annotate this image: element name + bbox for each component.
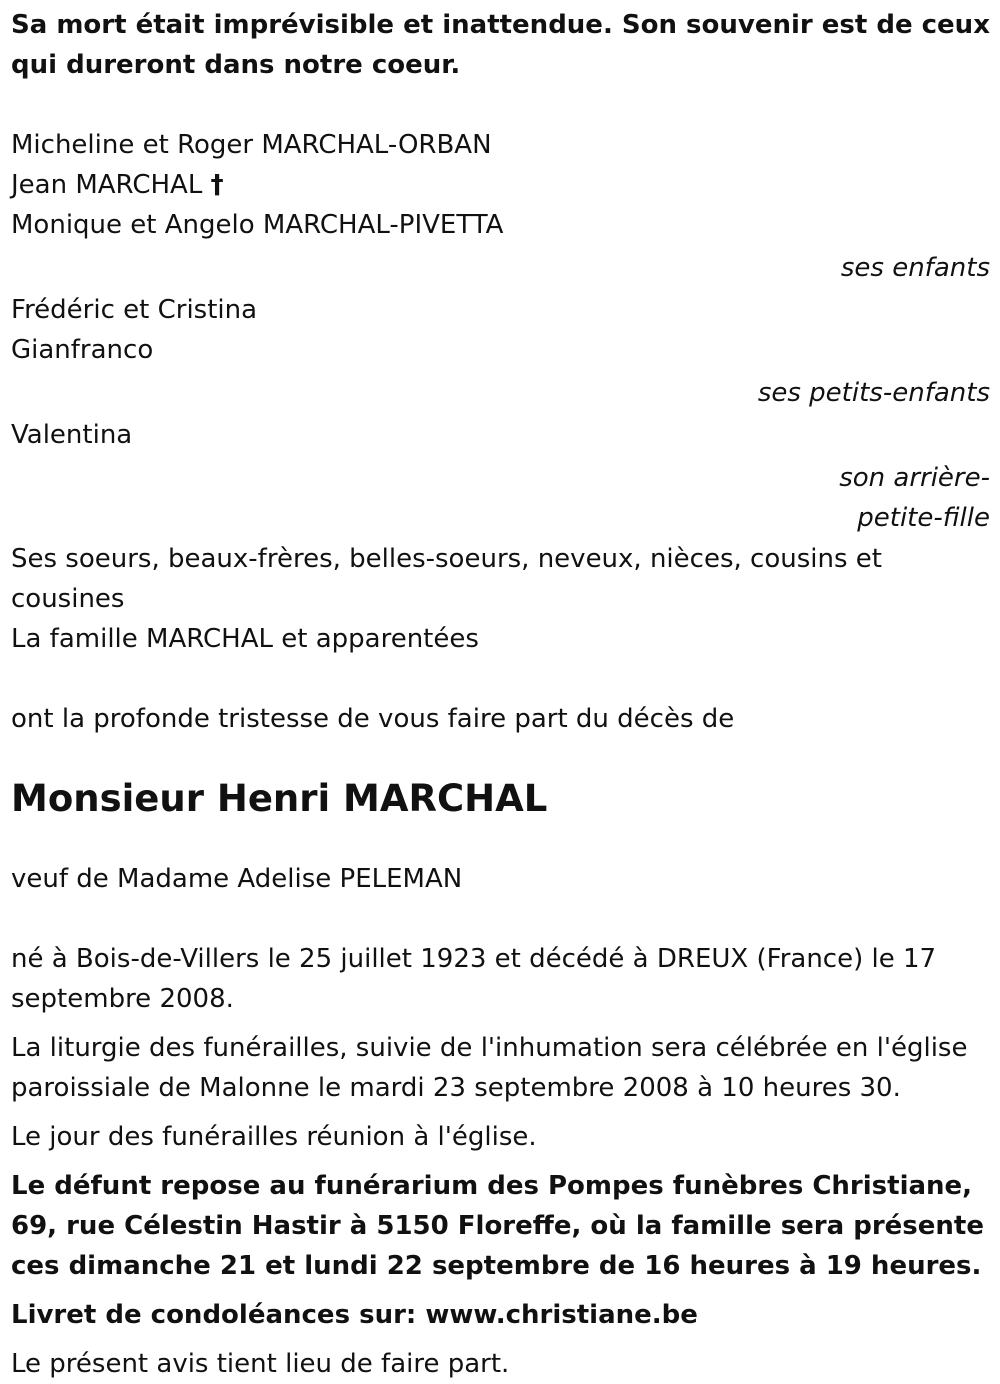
notice-text: Le présent avis tient lieu de faire part. [11,1349,510,1379]
grandchildren-role: ses petits-enfants [757,378,990,408]
child-name: Monique et Angelo MARCHAL-PIVETTA [11,210,504,240]
relatives-text: Ses soeurs, beaux-frères, belles-soeurs, neveux, nièces, cousins et cousines [11,544,882,614]
spacer [11,739,990,775]
child-name-with-cross [11,165,990,205]
widower-text: veuf de Madame Adelise PELEMAN [11,864,463,894]
cross-icon: † [210,170,224,200]
deceased-name: Monsieur Henri MARCHAL [11,777,548,820]
children-role: ses enfants [840,253,990,283]
great-grandchild-role-line2: petite-fille [857,503,990,533]
condolences-text: Livret de condoléances sur: www.christiane.be [11,1300,698,1330]
birth-death-text: né à Bois-de-Villers le 25 juillet 1923 et décédé à DREUX (France) le 17 septembre 2008. [11,944,937,1014]
intro-text: Sa mort était imprévisible et inattendue. Son souvenir est de ceux qui dureront dans notre coeur. [11,10,990,80]
announcement-text: ont la profonde tristesse de vous faire part du décès de [11,704,735,734]
great-grandchild-name: Valentina [11,420,133,450]
great-grandchild-role-line1: son arrière- [839,463,990,493]
grandchild-name: Frédéric et Cristina [11,295,258,325]
rest-location-text: Le défunt repose au funérarium des Pompes funèbres Christiane, 69, rue Célestin Hastir à 5150 Floreffe, où la famille sera présente ces dimanche 21 et lundi 22 septembre de 16 heures à 19 heures. [11,1171,984,1281]
spacer [11,823,990,859]
spacer [11,659,990,699]
extended-family-text: La famille MARCHAL et apparentées [11,624,479,654]
spacer [11,85,990,125]
child-name: Jean MARCHAL [11,170,203,200]
grandchild-name: Gianfranco [11,335,154,365]
liturgy-text: La liturgie des funérailles, suivie de l'inhumation sera célébrée en l'église paroissiale de Malonne le mardi 23 septembre 2008 à 10 heures 30. [11,1033,968,1103]
spacer [11,899,990,939]
child-name: Micheline et Roger MARCHAL-ORBAN [11,130,492,160]
reunion-text: Le jour des funérailles réunion à l'église. [11,1122,537,1152]
